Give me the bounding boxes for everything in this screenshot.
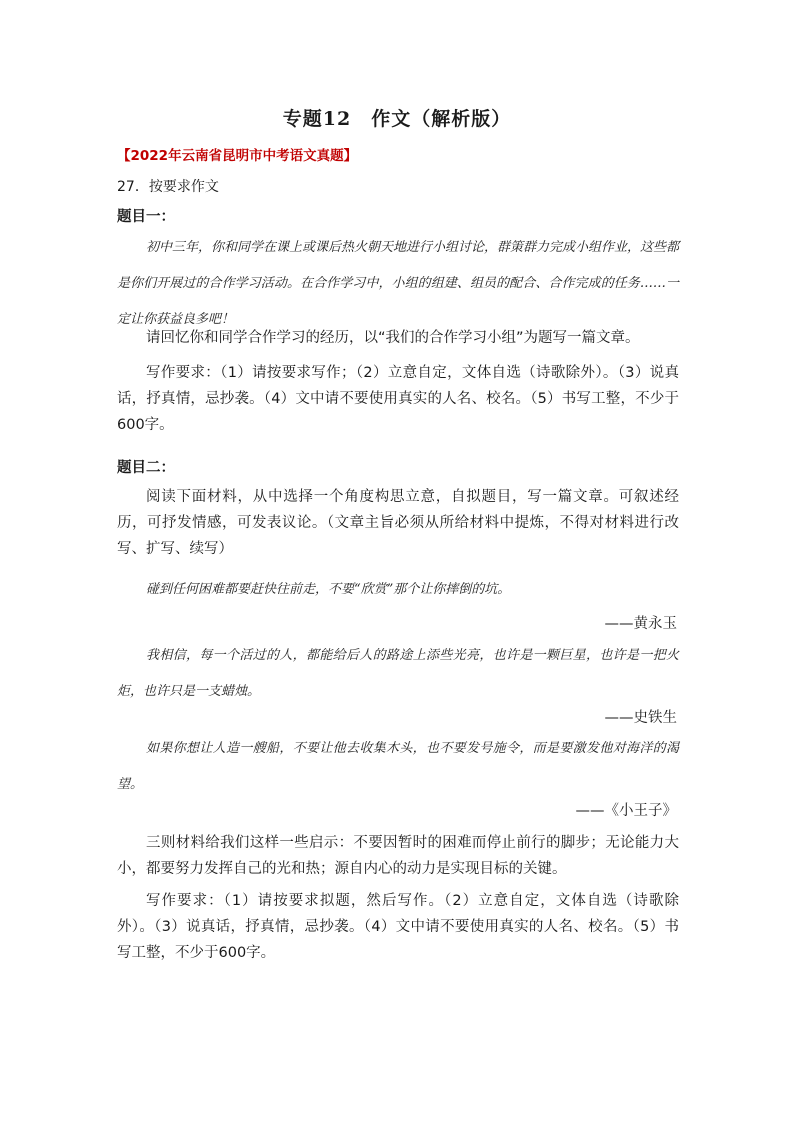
question-number: 27．按要求作文: [117, 179, 219, 195]
topic2-summary: 三则材料给我们这样一些启示：不要因暂时的困难而停止前行的脚步；无论能力大小，都要努力发挥自己的光和热；源自内心的动力是实现目标的关键。: [117, 835, 679, 877]
topic1-requirements: 写作要求：（1）请按要求写作；（2）立意自定，文体自选（诗歌除外）。（3）说真话，抒真情，忌抄袭。（4）文中请不要使用真实的人名、校名。（5）书写工整，不少于600字。: [117, 365, 679, 433]
exam-source-label: 【2022年云南省昆明市中考语文真题】: [117, 148, 358, 164]
quote-1: 碰到任何困难都要赶快往前走，不要“欣赏”那个让你摔倒的坑。: [146, 582, 511, 597]
quote-3: 如果你想让人造一艘船，不要让他去收集木头，也不要发号施令，而是要激发他对海洋的渴望。: [117, 741, 679, 792]
topic2-requirements: 写作要求：（1）请按要求拟题，然后写作。（2）立意自定，文体自选（诗歌除外）。（3）说真话，抒真情，忌抄袭。（4）文中请不要使用真实的人名、校名。（5）书写工整，不少于600字。: [117, 893, 679, 961]
quote-1-author: ——黄永玉: [604, 616, 677, 632]
page-title: 专题12 作文（解析版）: [282, 108, 512, 130]
topic1-material: 初中三年，你和同学在课上或课后热火朝天地进行小组讨论，群策群力完成小组作业，这些都是你们开展过的合作学习活动。在合作学习中，小组的组建、组员的配合、合作完成的任务……一定让你获益良多吧！: [117, 240, 680, 327]
topic1-heading: 题目一：: [117, 209, 175, 225]
quote-2: 我相信，每一个活过的人，都能给后人的路途上添些光亮，也许是一颗巨星，也许是一把火炬，也许只是一支蜡烛。: [117, 648, 679, 699]
topic2-heading: 题目二：: [117, 460, 175, 476]
topic1-prompt: 请回忆你和同学合作学习的经历，以“我们的合作学习小组”为题写一篇文章。: [146, 330, 640, 346]
quote-2-author: ——史铁生: [604, 710, 677, 726]
quote-3-author: ——《小王子》: [575, 803, 677, 819]
topic2-instruction: 阅读下面材料，从中选择一个角度构思立意，自拟题目，写一篇文章。可叙述经历，可抒发情感，可发表议论。（文章主旨必须从所给材料中提炼，不得对材料进行改写、扩写、续写）: [117, 489, 679, 557]
